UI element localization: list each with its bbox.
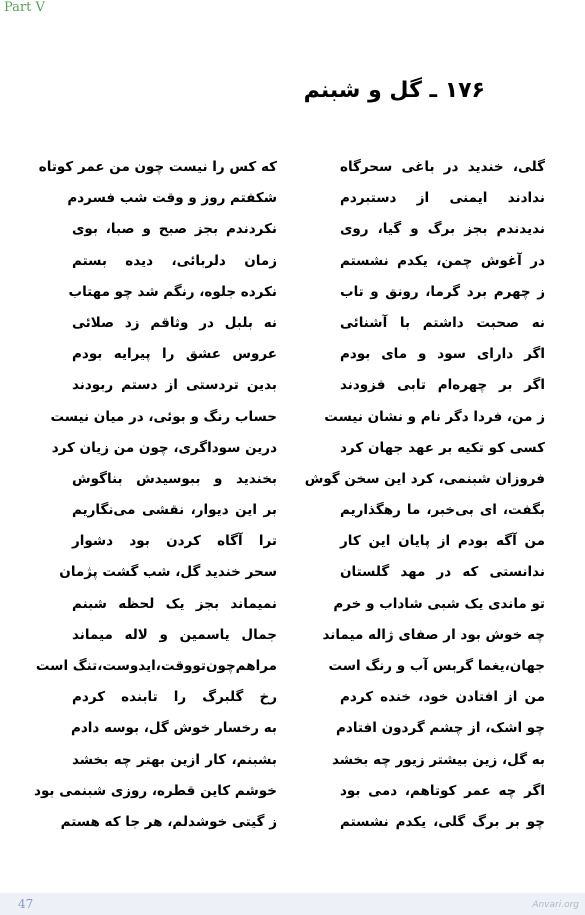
verse-line: اگر دارای سود و مای بودم — [340, 346, 545, 363]
verse-line: نمیماند بجز یک لحظه شبنم — [72, 595, 277, 612]
verse-line: ندیدندم بجز برگ و گیا، روی — [340, 221, 545, 238]
verse-line: در آغوش چمن، یکدم نشستم — [340, 252, 545, 269]
verse-line: سحر خندید گل، شب گشت پژمان — [59, 564, 277, 581]
verse-line: اگر بر چهره‌ام تابی فزودند — [340, 377, 545, 394]
verse-line: تو ماندی یک شبی شاداب و خرم — [333, 595, 545, 612]
verse-line: بر این دیوار، نقشی می‌نگاریم — [72, 502, 277, 519]
verse-line: ز من، فردا دگر نام و نشان نیست — [324, 408, 545, 425]
verse-line: مراهم‌چون‌تووقت،ایدوست،تنگ است — [35, 658, 277, 674]
verse-line: به گل، زین بیشتر زیور چه بخشد — [331, 751, 545, 768]
verse-line: گلی، خندید در باغی سحرگاه — [340, 159, 545, 175]
verse-line: نه صحبت داشتم با آشنائی — [340, 314, 545, 331]
verse-line: نکردندم بجز صبح و صبا، بوی — [72, 221, 277, 238]
verse-line: ز چهرم برد گرما، رونق و تاب — [340, 283, 545, 300]
watermark: Anvari.org — [532, 900, 579, 910]
verse-line: نکرده جلوه، رنگم شد چو مهتاب — [68, 283, 277, 300]
verse-line: نه بلبل در وثاقم زد صلائی — [72, 314, 277, 331]
verse-line: جهان،یغما گربس آب و رنگ است — [328, 658, 545, 674]
poem-column-left — [34, 152, 277, 838]
verse-line: درین سوداگری، چون من زیان کرد — [51, 439, 277, 456]
verse-line: بشبنم، کار ازین بهتر چه بخشد — [72, 751, 277, 768]
verse-line: اگر چه عمر کوتاهم، دمی بود — [340, 782, 545, 799]
verse-line: رخ گلبرگ را تابنده کردم — [72, 689, 277, 706]
verse-line: جمال یاسمین و لاله میماند — [72, 626, 277, 643]
poem-title: ۱۷۶ ـ گل و شبنم — [303, 78, 485, 103]
verse-line: عروس عشق را پیرایه بودم — [72, 346, 277, 363]
verse-line: چو بر برگ گلی، یکدم نشستم — [340, 813, 545, 830]
verse-line: خوشم کاین قطره، روزی شبنمی بود — [34, 782, 277, 799]
verse-line: ندانستی که در مهد گلستان — [340, 564, 545, 581]
verse-line: من آگه بودم از پایان این کار — [340, 533, 545, 550]
verse-line: ندادند ایمنی از دستبردم — [340, 190, 545, 207]
part-label: Part V — [4, 0, 45, 15]
verse-line: شکفتم روز و وقت شب فسردم — [67, 190, 277, 207]
verse-line: چو اشک، از چشم گردون افتادم — [336, 720, 545, 737]
verse-line: بدین تردستی از دستم ربودند — [72, 377, 277, 394]
verse-line: فروزان شبنمی، کرد این سخن گوش — [304, 470, 545, 487]
verse-line: به رخسار خوش گل، بوسه دادم — [70, 720, 277, 737]
verse-line: کسی کو تکیه بر عهد جهان کرد — [340, 439, 545, 456]
verse-line: بگفت، ای بی‌خبر، ما رهگذاریم — [340, 502, 545, 519]
verse-line: ترا آگاه کردن بود دشوار — [72, 533, 277, 550]
page-number: 47 — [18, 897, 34, 911]
verse-line: حساب رنگ و بوئی، در میان نیست — [50, 408, 277, 425]
verse-line: من از افتادن خود، خنده کردم — [340, 689, 545, 706]
verse-line: زمان دلربائی، دیده بستم — [72, 252, 277, 269]
verse-line: بخندید و ببوسیدش بناگوش — [72, 470, 277, 487]
verse-line: ز گیتی خوشدلم، هر جا که هستم — [60, 813, 277, 830]
verse-line: که کس را نیست چون من عمر کوتاه — [38, 159, 277, 175]
footer-bar — [0, 893, 585, 915]
verse-line: چه خوش بود ار صفای ژاله میماند — [322, 626, 545, 643]
poem-column-right — [304, 152, 545, 838]
